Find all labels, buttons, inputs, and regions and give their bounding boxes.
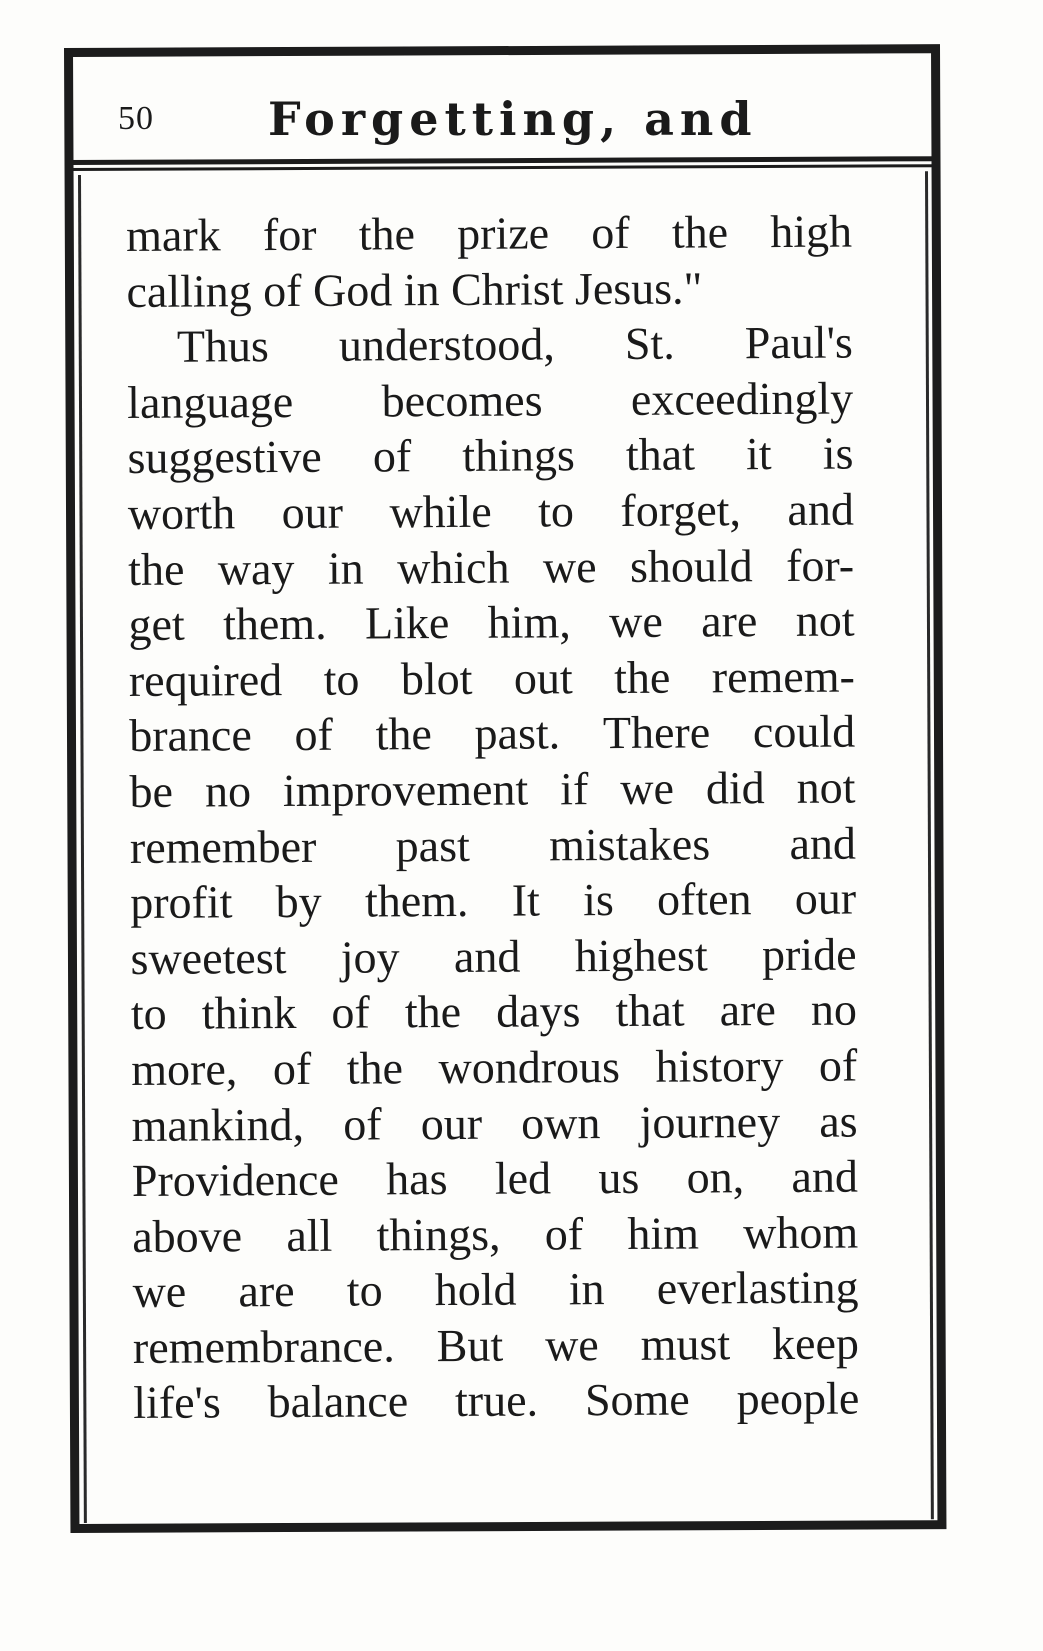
page-number: 50 [118, 100, 154, 137]
text-line: mark for the prize of the high [126, 205, 853, 261]
text-line: remembrance. But we must keep [132, 1317, 860, 1373]
text-line: required to blot out the remem- [128, 650, 855, 706]
text-line: get them. Like him, we are not [128, 594, 855, 651]
text-line: be no improvement if we did not [129, 761, 856, 817]
text-line: worth our while to forget, and [127, 483, 855, 539]
text-line: to think of the days that are no [130, 983, 858, 1040]
text-line: life's balance true. Some people [133, 1373, 860, 1429]
text-line: suggestive of things that it is [127, 427, 854, 484]
body-text [126, 204, 859, 1431]
text-line: mankind, of our own journey as [131, 1095, 858, 1151]
text-line: we are to hold in everlasting [132, 1261, 859, 1318]
text-line: calling of God in Christ Jesus." [126, 262, 703, 317]
text-line: remember past mistakes and [129, 817, 857, 873]
text-line: sweetest joy and highest pride [130, 928, 857, 984]
text-line: Providence has led us on, and [131, 1150, 859, 1207]
text-line: language becomes exceedingly [127, 372, 854, 428]
running-header [118, 92, 878, 152]
text-line: above all things, of him whom [132, 1206, 859, 1262]
text-line: profit by them. It is often our [130, 872, 857, 929]
text-line: more, of the wondrous history of [131, 1039, 858, 1095]
text-line: Thus understood, St. Paul's [176, 316, 853, 372]
running-title: Forgetting, and [268, 92, 758, 146]
text-line: brance of the past. There could [129, 705, 856, 762]
text-line: the way in which we should for- [128, 539, 855, 595]
